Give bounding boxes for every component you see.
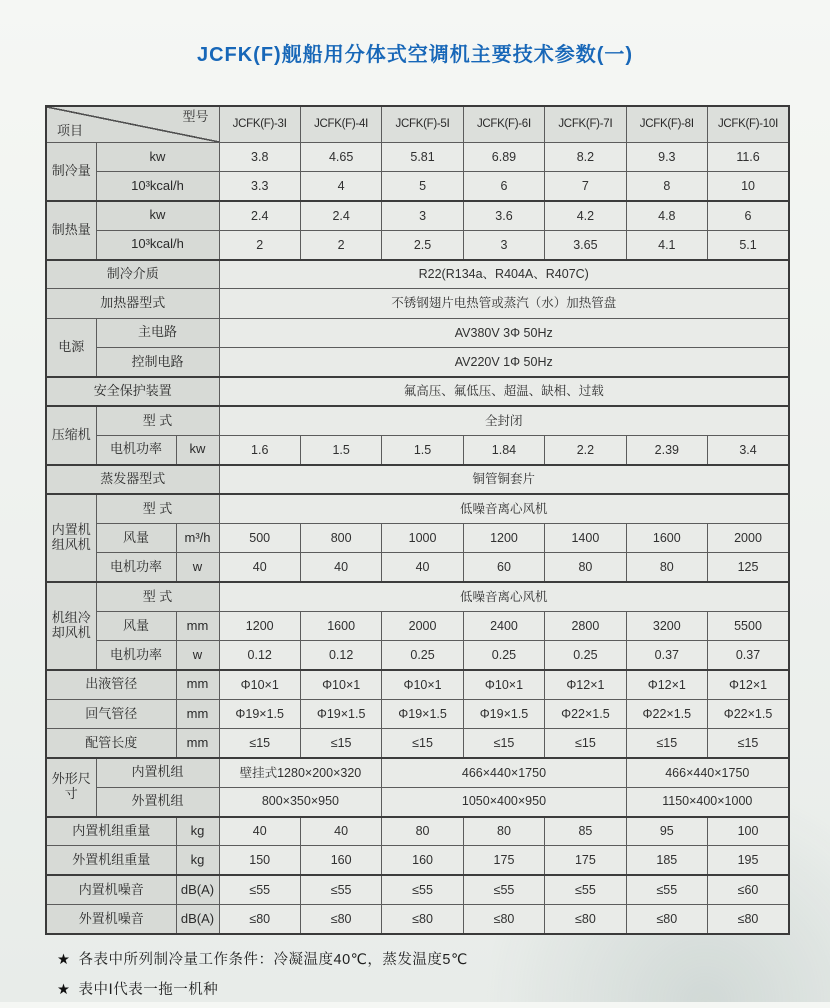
row-label-main-circuit: 主电路 [96,318,219,347]
value-cell: 7 [545,172,626,201]
model-header: JCFK(F)-10Ⅰ [708,106,789,142]
value-cell: 1200 [463,523,544,552]
value-cell: 5500 [708,611,789,640]
value-cell: Φ22×1.5 [545,699,626,728]
value-cell: ≤80 [708,905,789,934]
value-cell: 3.4 [708,436,789,465]
row-outdoor-weight [46,846,789,875]
value-cell: ≤15 [382,729,463,758]
value-cell: ≤80 [219,905,300,934]
value-cell: 1.5 [300,436,381,465]
value-cell: 2.4 [300,201,381,230]
model-header: JCFK(F)-4Ⅰ [300,106,381,142]
value-cell: 8 [626,172,707,201]
value-cell-span: 466×440×1750 [626,758,789,787]
value-cell: ≤15 [463,729,544,758]
row-outdoor-noise [46,905,789,934]
value-cell: 0.25 [463,641,544,670]
value-cell-wide: 不锈钢翅片电热管或蒸汽（水）加热管盘 [219,289,789,318]
group-label-power: 电源 [46,318,96,377]
row-label-type: 型 式 [96,582,219,611]
value-cell: 3.3 [219,172,300,201]
value-cell: 2000 [382,611,463,640]
row-safety [46,377,789,406]
value-cell: Φ12×1 [545,670,626,699]
table-header-row [46,106,789,142]
value-cell: ≤15 [545,729,626,758]
unit-label: mm [176,611,219,640]
row-label-outdoor-noise: 外置机噪音 [46,905,176,934]
value-cell: 6 [463,172,544,201]
row-label-pipe-length: 配管长度 [46,729,176,758]
row-label-type: 型 式 [96,406,219,435]
group-label-cooling: 制冷量 [46,142,96,201]
row-label-outdoor-weight: 外置机组重量 [46,846,176,875]
value-cell: 3.8 [219,142,300,171]
corner-cell [46,106,219,142]
value-cell: 3 [463,230,544,259]
value-cell: 40 [300,817,381,846]
unit-label: kw [96,201,219,230]
unit-label: mm [176,670,219,699]
row-indoor-fan-airflow [46,523,789,552]
value-cell: 3 [382,201,463,230]
footnotes [57,948,468,1008]
value-cell: ≤15 [300,729,381,758]
value-cell: 3.6 [463,201,544,230]
row-label-motor-power: 电机功率 [96,436,176,465]
value-cell: 0.12 [219,641,300,670]
row-label-safety: 安全保护装置 [46,377,219,406]
row-heating-kcal [46,230,789,259]
row-power-control [46,348,789,377]
value-cell: ≤55 [219,875,300,904]
group-label-cooling-fan: 机组冷却风机 [46,582,96,670]
value-cell: 4.2 [545,201,626,230]
model-header: JCFK(F)-8Ⅰ [626,106,707,142]
value-cell: ≤55 [463,875,544,904]
value-cell: 2800 [545,611,626,640]
row-indoor-fan-type [46,494,789,523]
value-cell: 1600 [300,611,381,640]
star-icon: ★ [57,952,71,968]
value-cell: 40 [219,817,300,846]
row-cooling-kcal [46,172,789,201]
row-label-liquid-pipe: 出液管径 [46,670,176,699]
row-indoor-fan-motor [46,553,789,582]
value-cell: Φ10×1 [300,670,381,699]
value-cell: 2 [300,230,381,259]
row-indoor-noise [46,875,789,904]
footnote [57,948,468,969]
value-cell: ≤55 [300,875,381,904]
row-cooling-kw [46,142,789,171]
row-compressor-motor [46,436,789,465]
unit-label: kg [176,817,219,846]
unit-label: m³/h [176,523,219,552]
value-cell: 4.8 [626,201,707,230]
value-cell: 80 [463,817,544,846]
value-cell: ≤80 [300,905,381,934]
value-cell: ≤55 [545,875,626,904]
row-dimensions-indoor [46,758,789,787]
model-header: JCFK(F)-5Ⅰ [382,106,463,142]
value-cell: ≤80 [545,905,626,934]
value-cell: ≤55 [382,875,463,904]
value-cell: 8.2 [545,142,626,171]
value-cell: ≤15 [626,729,707,758]
value-cell: Φ19×1.5 [382,699,463,728]
value-cell-wide: 低噪音离心风机 [219,582,789,611]
value-cell: 175 [545,846,626,875]
row-heating-kw [46,201,789,230]
value-cell: Φ10×1 [463,670,544,699]
value-cell: 40 [219,553,300,582]
value-cell: ≤15 [219,729,300,758]
value-cell: 0.12 [300,641,381,670]
value-cell-span: 800×350×950 [219,787,382,816]
value-cell: 80 [382,817,463,846]
value-cell: 0.25 [382,641,463,670]
row-label-outdoor-unit: 外置机组 [96,787,219,816]
value-cell: Φ10×1 [219,670,300,699]
row-label-type: 型 式 [96,494,219,523]
value-cell-span: 1050×400×950 [382,787,626,816]
value-cell-wide: AV220V 1Φ 50Hz [219,348,789,377]
value-cell: 5 [382,172,463,201]
row-label-airflow: 风量 [96,611,176,640]
group-label-dimensions: 外形尺寸 [46,758,96,817]
value-cell: Φ12×1 [626,670,707,699]
value-cell: 4.65 [300,142,381,171]
row-heater-type [46,289,789,318]
value-cell-wide: 低噪音离心风机 [219,494,789,523]
value-cell: 80 [545,553,626,582]
value-cell: Φ19×1.5 [463,699,544,728]
row-label-evaporator: 蒸发器型式 [46,465,219,494]
value-cell: 85 [545,817,626,846]
value-cell: 2000 [708,523,789,552]
value-cell: 40 [382,553,463,582]
row-label-refrigerant: 制冷介质 [46,260,219,289]
value-cell-span: 壁挂式1280×200×320 [219,758,382,787]
corner-label-model: 型号 [182,109,209,124]
corner-label-item: 项目 [57,122,84,138]
value-cell: 0.37 [626,641,707,670]
value-cell: 500 [219,523,300,552]
value-cell: 4 [300,172,381,201]
unit-label: kw [176,436,219,465]
unit-label: kg [176,846,219,875]
unit-label: mm [176,699,219,728]
row-cooling-fan-airflow [46,611,789,640]
value-cell: 1400 [545,523,626,552]
value-cell-wide: 铜管铜套片 [219,465,789,494]
value-cell: 5.1 [708,230,789,259]
group-label-compressor: 压缩机 [46,406,96,465]
value-cell: 1600 [626,523,707,552]
value-cell: ≤80 [382,905,463,934]
value-cell: 150 [219,846,300,875]
value-cell-wide: 全封闭 [219,406,789,435]
footnote [57,978,468,999]
value-cell: 10 [708,172,789,201]
value-cell: 80 [626,553,707,582]
unit-label: w [176,553,219,582]
unit-label: dB(A) [176,875,219,904]
row-label-motor-power: 电机功率 [96,641,176,670]
value-cell: 800 [300,523,381,552]
value-cell: Φ22×1.5 [626,699,707,728]
group-label-heating: 制热量 [46,201,96,260]
page-title: JCFK(F)舰船用分体式空调机主要技术参数(一) [196,44,634,66]
value-cell: 1200 [219,611,300,640]
row-evaporator [46,465,789,494]
row-refrigerant [46,260,789,289]
value-cell: 2.4 [219,201,300,230]
row-gas-pipe [46,699,789,728]
row-label-indoor-weight: 内置机组重量 [46,817,176,846]
value-cell: 1.84 [463,436,544,465]
value-cell: 160 [382,846,463,875]
value-cell-span: 1150×400×1000 [626,787,789,816]
row-indoor-weight [46,817,789,846]
spec-table [45,105,790,935]
row-label-indoor-noise: 内置机噪音 [46,875,176,904]
value-cell: 1.5 [382,436,463,465]
value-cell: 0.37 [708,641,789,670]
value-cell: 125 [708,553,789,582]
value-cell: 2.2 [545,436,626,465]
row-label-gas-pipe: 回气管径 [46,699,176,728]
value-cell: ≤60 [708,875,789,904]
value-cell: Φ12×1 [708,670,789,699]
unit-label: w [176,641,219,670]
row-compressor-type [46,406,789,435]
value-cell: 2.5 [382,230,463,259]
unit-label: 10³kcal/h [96,230,219,259]
model-header: JCFK(F)-3Ⅰ [219,106,300,142]
model-header: JCFK(F)-6Ⅰ [463,106,544,142]
value-cell-wide: 氟高压、氟低压、超温、缺相、过载 [219,377,789,406]
value-cell: 2 [219,230,300,259]
group-label-indoor-fan: 内置机组风机 [46,494,96,582]
value-cell: 3200 [626,611,707,640]
row-label-indoor-unit: 内置机组 [96,758,219,787]
row-cooling-fan-type [46,582,789,611]
value-cell: 4.1 [626,230,707,259]
value-cell-span: 466×440×1750 [382,758,626,787]
value-cell: 195 [708,846,789,875]
value-cell: 160 [300,846,381,875]
unit-label: 10³kcal/h [96,172,219,201]
row-label-airflow: 风量 [96,523,176,552]
value-cell: 1.6 [219,436,300,465]
value-cell: 2400 [463,611,544,640]
unit-label: mm [176,729,219,758]
row-cooling-fan-motor [46,641,789,670]
row-power-main [46,318,789,347]
value-cell: 95 [626,817,707,846]
footnote-text: 表中Ⅰ代表一拖一机种 [78,982,219,998]
value-cell: ≤15 [708,729,789,758]
row-liquid-pipe [46,670,789,699]
value-cell-wide: AV380V 3Φ 50Hz [219,318,789,347]
value-cell: Φ10×1 [382,670,463,699]
value-cell: 0.25 [545,641,626,670]
row-label-heater: 加热器型式 [46,289,219,318]
value-cell: ≤80 [626,905,707,934]
row-label-motor-power: 电机功率 [96,553,176,582]
value-cell: Φ22×1.5 [708,699,789,728]
value-cell: 6 [708,201,789,230]
value-cell: 60 [463,553,544,582]
value-cell: 2.39 [626,436,707,465]
value-cell: 6.89 [463,142,544,171]
value-cell: 3.65 [545,230,626,259]
value-cell-wide: R22(R134a、R404A、R407C) [219,260,789,289]
star-icon: ★ [57,982,71,998]
value-cell: 5.81 [382,142,463,171]
row-pipe-length [46,729,789,758]
value-cell: 9.3 [626,142,707,171]
value-cell: 1000 [382,523,463,552]
row-label-control-circuit: 控制电路 [96,348,219,377]
footnote-text: 各表中所列制冷量工作条件：冷凝温度40℃，蒸发温度5℃ [78,952,468,968]
row-dimensions-outdoor [46,787,789,816]
value-cell: ≤80 [463,905,544,934]
value-cell: 11.6 [708,142,789,171]
value-cell: 40 [300,553,381,582]
value-cell: Φ19×1.5 [300,699,381,728]
value-cell: 185 [626,846,707,875]
value-cell: 100 [708,817,789,846]
value-cell: Φ19×1.5 [219,699,300,728]
value-cell: ≤55 [626,875,707,904]
unit-label: dB(A) [176,905,219,934]
unit-label: kw [96,142,219,171]
value-cell: 175 [463,846,544,875]
model-header: JCFK(F)-7Ⅰ [545,106,626,142]
